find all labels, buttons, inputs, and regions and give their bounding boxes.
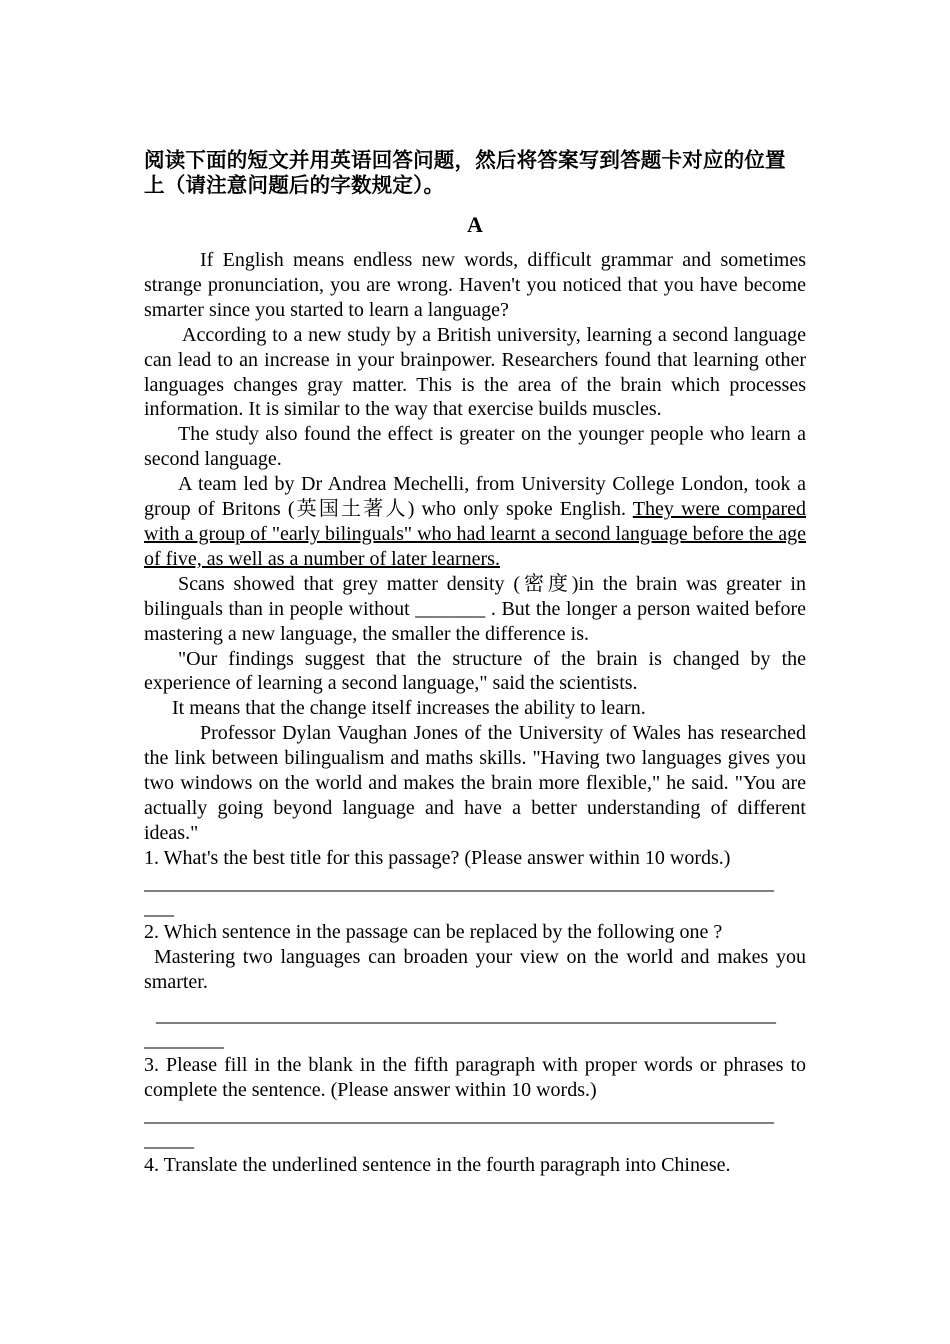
passage-paragraph-4 <box>144 472 806 572</box>
answer-line-2[interactable]: ______________________________________________________________ <box>156 1004 776 1027</box>
passage-paragraph-3: The study also found the effect is greater on the younger people who learn a second language. <box>144 423 806 471</box>
passage-paragraph-6: "Our findings suggest that the structure of the brain is changed by the experience of learning a second language," said the scientists. <box>144 647 806 695</box>
passage-paragraph-8: Professor Dylan Vaughan Jones of the University of Wales has researched the link between bilingualism and maths skills. "Having two languages gives you two windows on the world and makes the brain more flexible," he said. "You are actually going beyond language and have a better understanding of different ideas." <box>144 722 806 844</box>
answer-line-1-cont[interactable]: ___ <box>144 896 174 919</box>
section-title: A <box>467 212 483 237</box>
answer-line-2-cont[interactable]: ________ <box>144 1029 224 1052</box>
instructions: 阅读下面的短文并用英语回答问题，然后将答案写到答题卡对应的位置上（请注意问题后的字数规定）。 <box>144 148 786 197</box>
reading-section <box>144 148 806 1178</box>
passage-paragraph-1: If English means endless new words, difficult grammar and sometimes strange pronunciation, you are wrong. Haven't you noticed that you have become smarter since you started to learn a language? <box>144 249 806 321</box>
passage-paragraph-5: Scans showed that grey matter density (密度)in the brain was greater in bilinguals than in people without _______ . But the longer a person waited before mastering a new language, the smaller the difference is. <box>144 572 806 645</box>
answer-line-3[interactable]: _______________________________________________________________ <box>144 1103 774 1126</box>
passage-paragraph-2: According to a new study by a British university, learning a second language can lead to an increase in your brainpower. Researchers found that learning other languages changes gray matter. This is the area of the brain which processes information. It is similar to the way that exercise builds muscles. <box>144 323 806 421</box>
underlined-sentence: They were compared with a group of "early bilinguals" who had learnt a second language before the age of five, as well as a number of later learners. <box>144 498 806 570</box>
question-2: 2. Which sentence in the passage can be replaced by the following one ? <box>144 921 723 944</box>
answer-line-3-cont[interactable]: _____ <box>144 1128 194 1151</box>
question-1: 1. What's the best title for this passage? (Please answer within 10 words.) <box>144 846 731 869</box>
paragraph-4-text: A team led by Dr Andrea Mechelli, from University College London, took a group of Britons (英国土著人) who only spoke English. <box>144 473 806 521</box>
question-2-sentence: Mastering two languages can broaden your view on the world and makes you smarter. <box>144 946 806 994</box>
question-3: 3. Please fill in the blank in the fifth paragraph with proper words or phrases to complete the sentence. (Please answer within 10 words.) <box>144 1054 806 1101</box>
answer-line-1[interactable]: _______________________________________________________________ <box>144 871 774 894</box>
question-4: 4. Translate the underlined sentence in the fourth paragraph into Chinese. <box>144 1153 731 1176</box>
passage-paragraph-7: It means that the change itself increases the ability to learn. <box>172 697 646 720</box>
